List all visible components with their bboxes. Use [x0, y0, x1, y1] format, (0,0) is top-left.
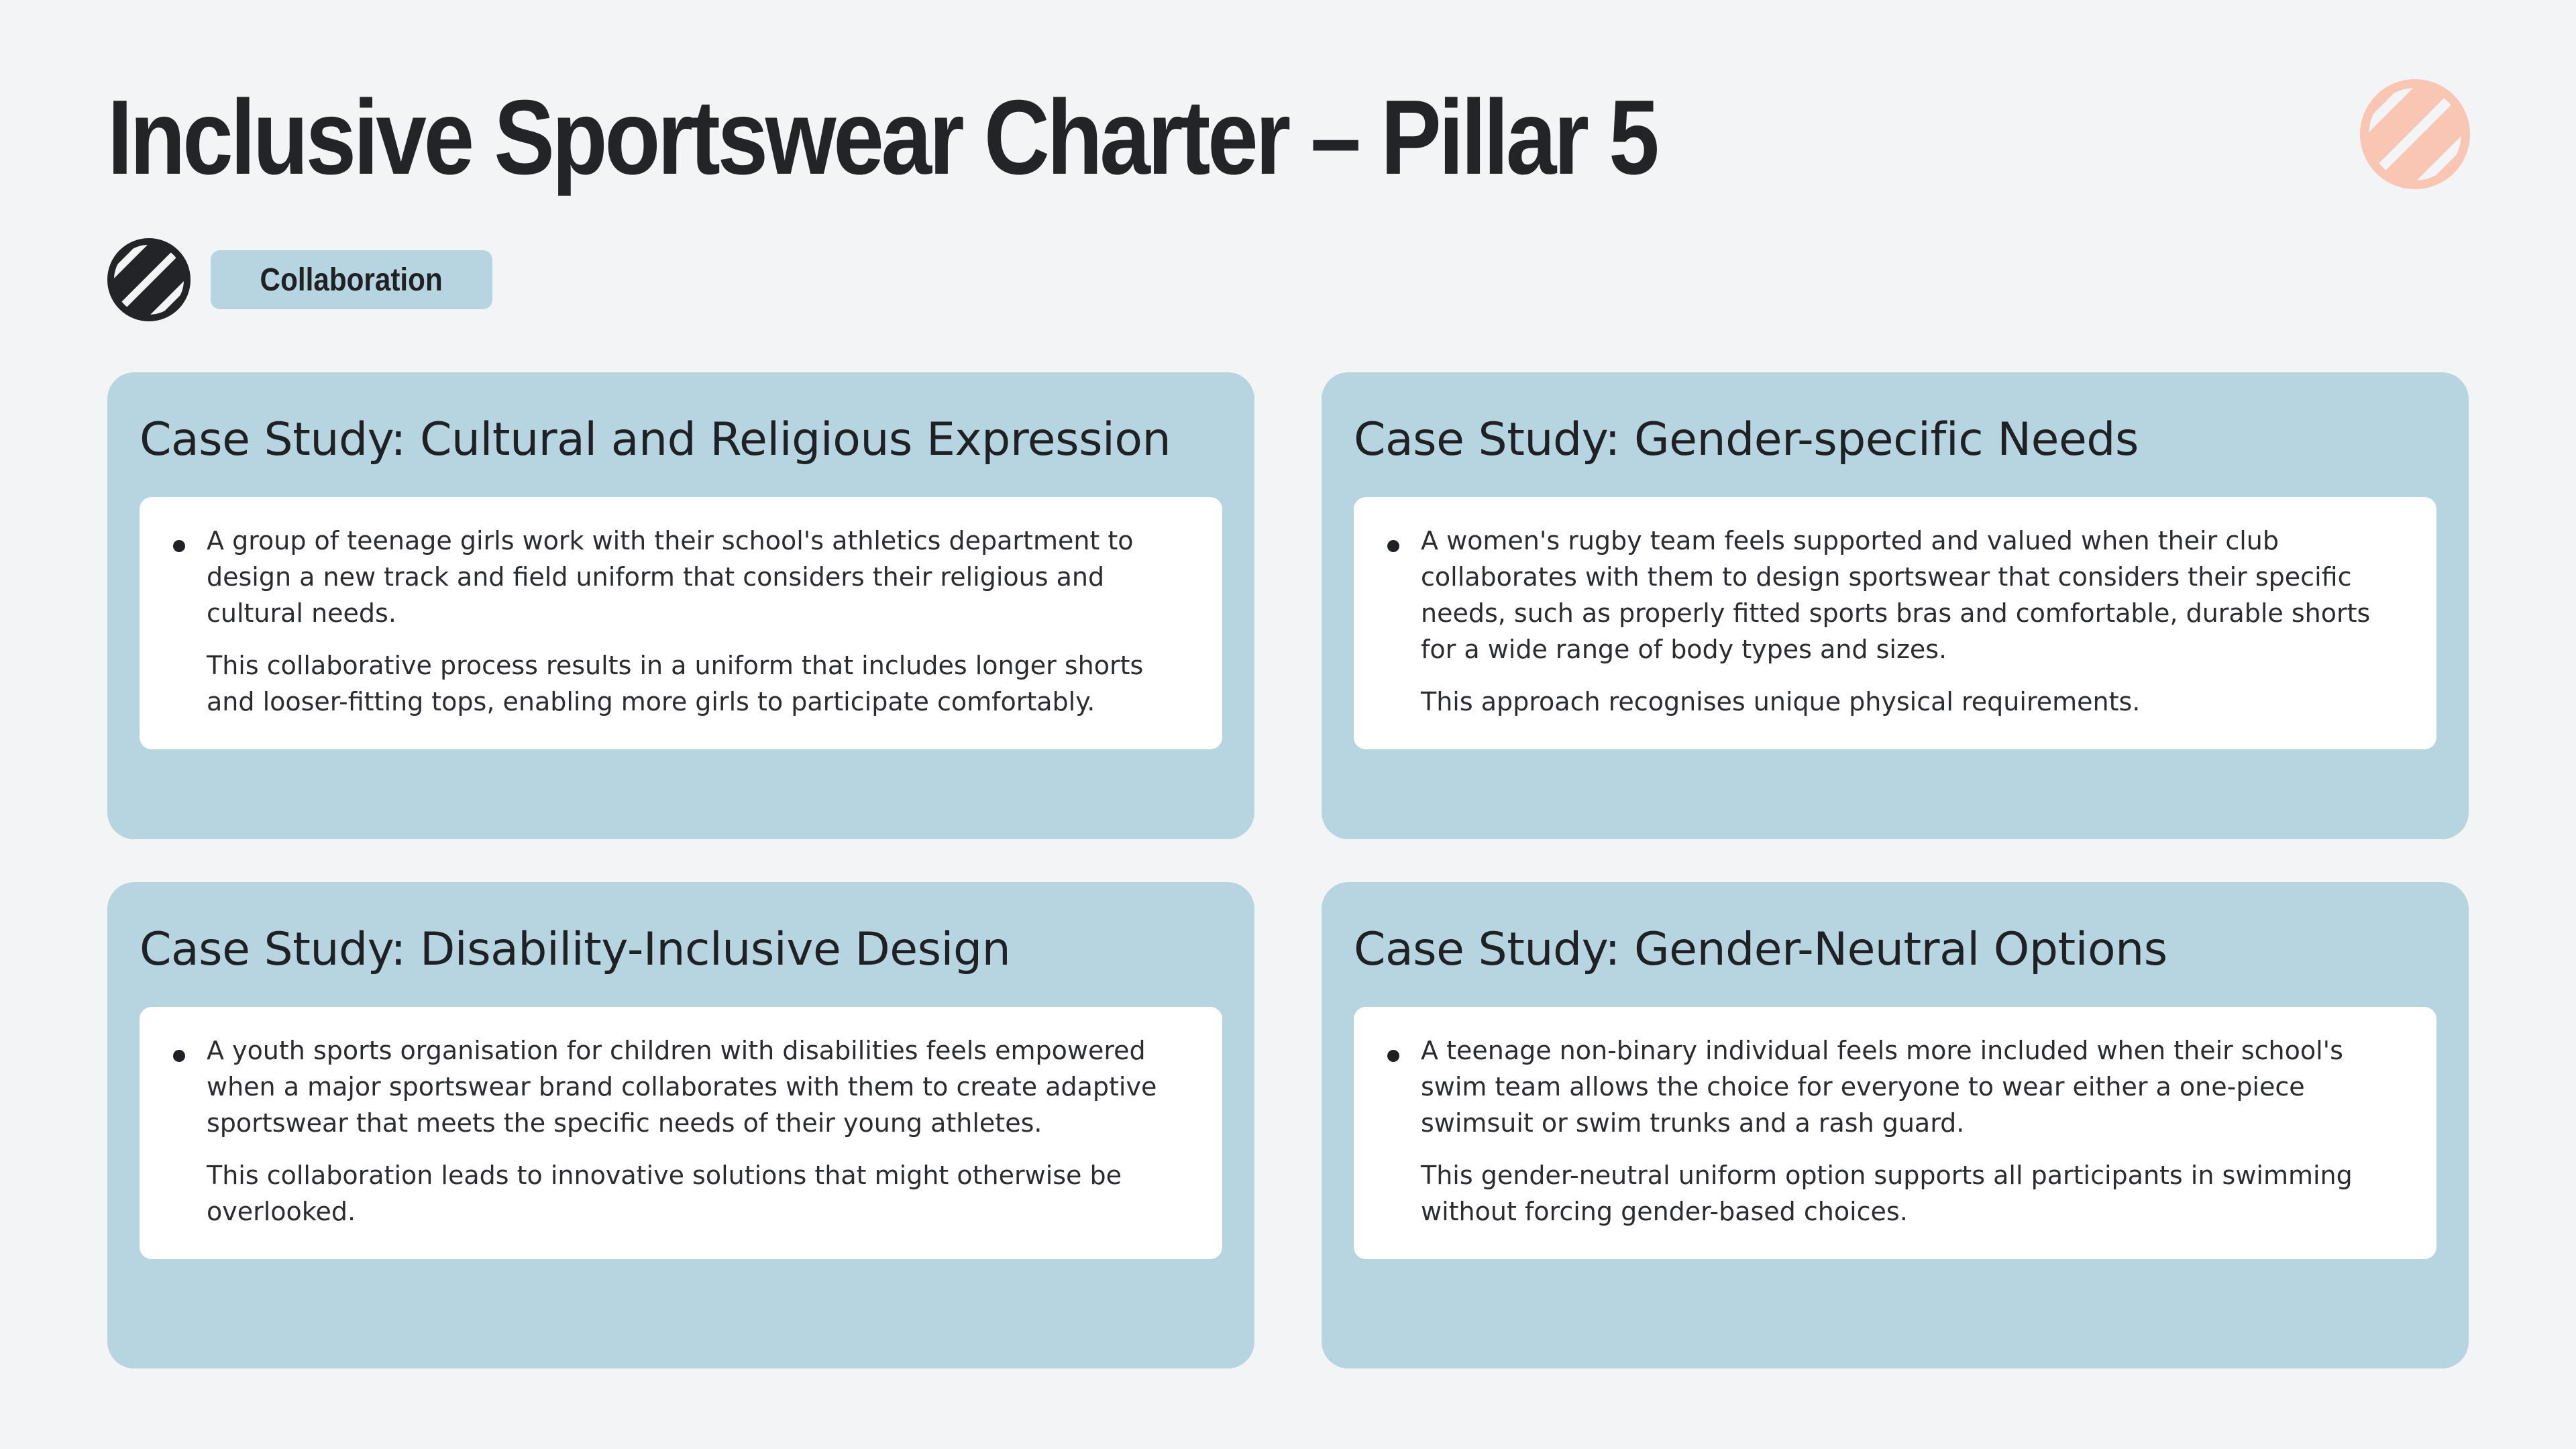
case-study-card-cultural: [107, 372, 1254, 839]
card-paragraph: This collaborative process results in a uniform that includes longer shorts and looser-fitting tops, enabling more girls to participate comfortably.: [207, 651, 1144, 716]
card-body: [1354, 1007, 2436, 1259]
card-paragraph: A group of teenage girls work with their school's athletics department to design a new track and field uniform that considers their religious and cultural needs.: [207, 526, 1134, 628]
card-title: Case Study: Gender-specific Needs: [1354, 413, 2139, 466]
case-study-card-disability: [107, 882, 1254, 1368]
card-title: Case Study: Disability-Inclusive Design: [140, 923, 1011, 976]
striped-circle-icon: [107, 238, 191, 321]
page-title: Inclusive Sportswear Charter – Pillar 5: [107, 78, 1657, 197]
card-paragraph: This gender-neutral uniform option supports all participants in swimming without forcing gender-based choices.: [1421, 1161, 2353, 1226]
badge-label: Collaboration: [260, 262, 443, 298]
bullet-icon: [173, 1050, 185, 1062]
card-body: [1354, 497, 2436, 749]
case-study-card-gender-specific: [1322, 372, 2469, 839]
card-paragraph: A youth sports organisation for children with disabilities feels empowered when a major sportswear brand collaborates with them to create adaptive sportswear that meets the specific needs of their young athletes.: [207, 1036, 1157, 1138]
card-title: Case Study: Gender-Neutral Options: [1354, 923, 2167, 976]
card-body: [140, 1007, 1222, 1259]
card-title: Case Study: Cultural and Religious Expression: [140, 413, 1171, 466]
pillar-tag: [107, 238, 492, 321]
collaboration-badge: [211, 250, 492, 309]
card-paragraph: A women's rugby team feels supported and valued when their club collaborates with them to design sportswear that considers their specific needs, such as properly fitted sports bras and comfortable, durable shorts for a wide range of body types and sizes.: [1421, 526, 2371, 664]
card-paragraph: This approach recognises unique physical requirements.: [1421, 687, 2141, 716]
bullet-icon: [1387, 1050, 1399, 1062]
bullet-icon: [173, 540, 185, 552]
striped-circle-icon: [2360, 79, 2470, 189]
card-paragraph: This collaboration leads to innovative solutions that might otherwise be overlooked.: [207, 1161, 1122, 1226]
bullet-icon: [1387, 540, 1399, 552]
case-study-card-gender-neutral: [1322, 882, 2469, 1368]
card-body: [140, 497, 1222, 749]
card-paragraph: A teenage non-binary individual feels more included when their school's swim team allows the choice for everyone to wear either a one-piece swimsuit or swim trunks and a rash guard.: [1421, 1036, 2343, 1138]
